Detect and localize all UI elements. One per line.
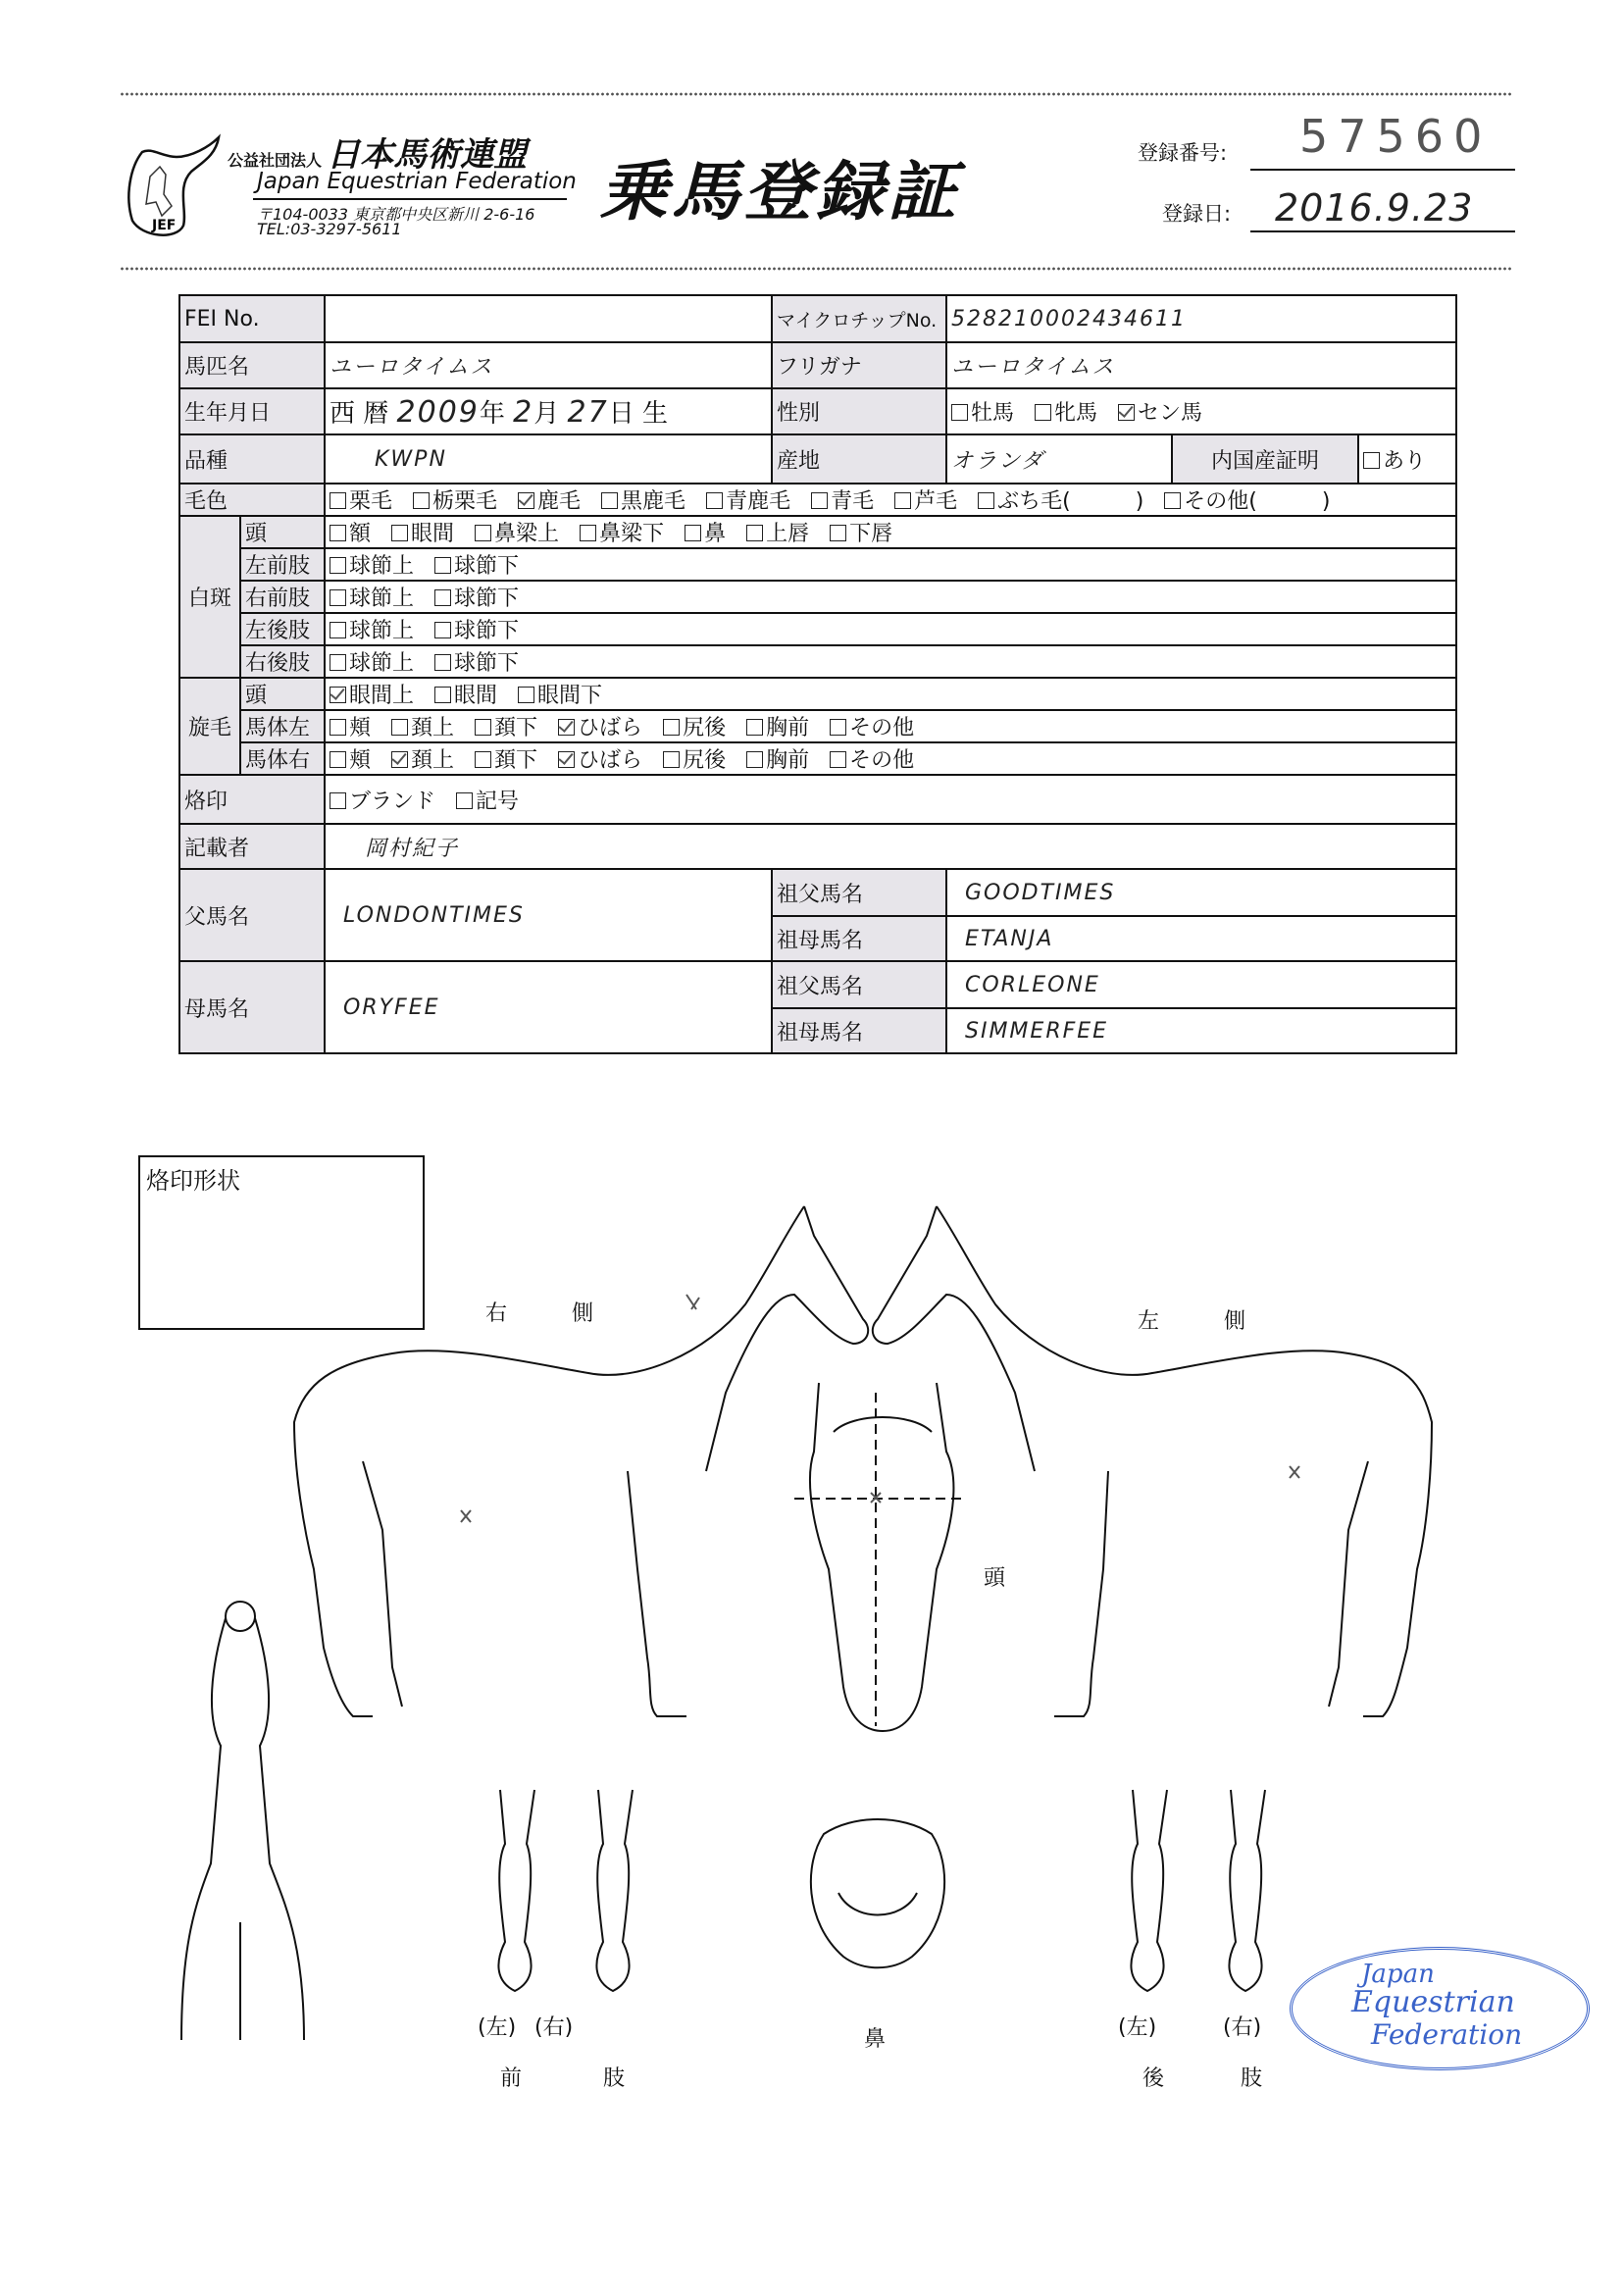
domestic-cert-label: 内国産証明	[1172, 434, 1358, 484]
white-mark-option[interactable]: 球節上	[330, 614, 414, 644]
left-side-label: 左 側	[1138, 1309, 1246, 1334]
sex-option-mare[interactable]: 牝馬	[1035, 396, 1097, 427]
right-side-label: 右 側	[485, 1301, 594, 1326]
whorls-label: 旋毛	[179, 678, 240, 775]
breed-label: 品種	[179, 434, 325, 484]
coat-option[interactable]: 鹿毛	[518, 484, 581, 515]
svg-text:JEF: JEF	[152, 218, 177, 233]
birth-day: 27	[567, 395, 609, 430]
whorl-option[interactable]: 頚下	[475, 743, 537, 774]
white-marks-row-label: 頭	[240, 516, 325, 548]
domestic-cert-option[interactable]: あり	[1358, 434, 1456, 484]
whorl-option[interactable]: 尻後	[663, 711, 726, 741]
white-marks-row-label: 左前肢	[240, 548, 325, 581]
whorl-option[interactable]: 胸前	[746, 711, 809, 741]
horse-head-front-icon	[794, 1383, 961, 1731]
whorl-option[interactable]: 頬	[330, 711, 371, 741]
dam-granddam-value[interactable]: SIMMERFEE	[946, 1008, 1456, 1053]
granddam-label: 祖母馬名	[772, 1008, 946, 1053]
whorl-option[interactable]: 頚上	[391, 711, 454, 741]
whorl-option[interactable]: その他	[830, 711, 914, 741]
brand-option[interactable]: ブランド	[330, 785, 435, 815]
brand-shape-label: 烙印形状	[146, 1167, 240, 1195]
sex-option-gelding[interactable]: セン馬	[1118, 396, 1202, 427]
furigana-value[interactable]: ユーロタイムス	[946, 342, 1456, 388]
whorl-option[interactable]: 頬	[330, 743, 371, 774]
whorls-row-label: 馬体右	[240, 742, 325, 775]
fore-right-label: (右)	[534, 2015, 574, 2040]
white-mark-option[interactable]: 上唇	[746, 517, 809, 547]
whorl-option[interactable]: ひばら	[558, 743, 642, 774]
stamp-line-2: Equestrian	[1351, 1985, 1515, 2019]
stamp-line-3: Federation	[1371, 2018, 1523, 2051]
furigana-label: フリガナ	[772, 342, 946, 388]
org-prefix: 公益社団法人	[228, 151, 323, 170]
birth-year: 2009	[396, 395, 480, 430]
whorl-option[interactable]: 頚上	[391, 743, 454, 774]
coat-option[interactable]: 青鹿毛	[706, 484, 790, 515]
reg-date-value: 2016.9.23	[1275, 186, 1474, 229]
birth-suffix: 生	[642, 399, 669, 429]
whorls-row-label: 頭	[240, 678, 325, 710]
grandsire-label: 祖父馬名	[772, 961, 946, 1008]
dam-value[interactable]: ORYFEE	[325, 961, 772, 1053]
hind-caption-1: 後	[1142, 2066, 1165, 2091]
jef-official-stamp	[1290, 1947, 1590, 2070]
horse-name-label: 馬匹名	[179, 342, 325, 388]
reg-no-label: 登録番号:	[1138, 141, 1228, 165]
white-marks-row-label: 左後肢	[240, 613, 325, 645]
sire-label: 父馬名	[179, 869, 325, 961]
grandsire-label: 祖父馬名	[772, 869, 946, 916]
head-label: 頭	[984, 1566, 1006, 1591]
coat-option[interactable]: 黒鹿毛	[601, 484, 685, 515]
hind-caption-2: 肢	[1241, 2066, 1263, 2091]
white-mark-option[interactable]: 球節上	[330, 549, 414, 580]
day-unit: 日	[608, 399, 634, 429]
white-mark-option[interactable]: 球節下	[434, 646, 519, 677]
coat-option[interactable]: 栃栗毛	[413, 484, 497, 515]
sire-granddam-value[interactable]: ETANJA	[946, 916, 1456, 961]
fore-caption-1: 前	[500, 2066, 523, 2091]
origin-label: 産地	[772, 434, 946, 484]
fei-no-label: FEI No.	[179, 295, 325, 342]
white-mark-option[interactable]: 球節下	[434, 614, 519, 644]
hind-legs-icon	[1131, 1790, 1265, 1991]
birthdate-label: 生年月日	[179, 388, 325, 434]
white-mark-option[interactable]: 球節上	[330, 646, 414, 677]
dam-grandsire-value[interactable]: CORLEONE	[946, 961, 1456, 1008]
org-name-ja: 日本馬術連盟	[327, 135, 528, 175]
coat-option[interactable]: 青毛	[811, 484, 874, 515]
coat-label: 毛色	[179, 484, 325, 516]
horse-name-value[interactable]: ユーロタイムス	[325, 342, 772, 388]
whorl-option[interactable]: 眼間上	[330, 679, 414, 709]
whorl-option[interactable]: その他	[830, 743, 914, 774]
whorls-row-label: 馬体左	[240, 710, 325, 742]
horse-rear-view-icon	[181, 1602, 304, 2040]
white-mark-option[interactable]: 球節下	[434, 582, 519, 612]
white-marks-row-label: 右前肢	[240, 581, 325, 613]
sex-label: 性別	[772, 388, 946, 434]
horse-left-side-icon	[873, 1206, 1432, 1716]
coat-option[interactable]: その他( )	[1164, 484, 1330, 515]
whorl-option[interactable]: 尻後	[663, 743, 726, 774]
reg-no-value: 57560	[1299, 110, 1493, 163]
whorl-option[interactable]: 眼間	[434, 679, 497, 709]
dam-label: 母馬名	[179, 961, 325, 1053]
recorder-label: 記載者	[179, 824, 325, 869]
horse-nose-icon	[811, 1819, 944, 1967]
hind-right-label: (右)	[1223, 2015, 1262, 2040]
whorl-option[interactable]: ひばら	[558, 711, 642, 741]
recorder-value[interactable]: 岡村紀子	[325, 824, 1456, 869]
reg-date-label: 登録日:	[1162, 202, 1232, 226]
white-marks-label: 白斑	[179, 516, 240, 678]
fore-caption-2: 肢	[603, 2066, 626, 2091]
hind-left-label: (左)	[1118, 2015, 1157, 2040]
sire-value[interactable]: LONDONTIMES	[325, 869, 772, 961]
origin-value[interactable]: オランダ	[946, 434, 1172, 484]
birth-month: 2	[513, 395, 534, 430]
org-name-en: Japan Equestrian Federation	[257, 169, 577, 194]
fore-legs-icon	[498, 1790, 633, 1991]
year-unit: 年	[479, 399, 505, 429]
breed-value[interactable]: KWPN	[325, 434, 772, 484]
era-label: 西 暦	[330, 399, 389, 429]
month-unit: 月	[533, 399, 560, 429]
white-mark-option[interactable]: 額	[330, 517, 371, 547]
coat-option[interactable]: 芦毛	[894, 484, 957, 515]
sire-grandsire-value[interactable]: GOODTIMES	[946, 869, 1456, 916]
coat-option[interactable]: 栗毛	[330, 484, 392, 515]
microchip-label: マイクロチップNo.	[772, 295, 946, 342]
sex-option-stallion[interactable]: 牡馬	[951, 396, 1014, 427]
stamp-line-1: Japan	[1361, 1960, 1435, 1989]
brand-label: 烙印	[179, 775, 325, 824]
brand-option[interactable]: 記号	[456, 785, 519, 815]
white-marks-row-label: 右後肢	[240, 645, 325, 678]
horse-right-side-icon	[294, 1206, 868, 1716]
white-mark-option[interactable]: 球節下	[434, 549, 519, 580]
white-mark-option[interactable]: 下唇	[830, 517, 892, 547]
granddam-label: 祖母馬名	[772, 916, 946, 961]
whorl-option[interactable]: 眼間下	[518, 679, 602, 709]
fore-left-label: (左)	[478, 2015, 517, 2040]
coat-option[interactable]: ぶち毛( )	[978, 484, 1143, 515]
microchip-value[interactable]: 528210002434611	[946, 295, 1456, 342]
document-title: 乗馬登録証	[599, 154, 960, 229]
white-mark-option[interactable]: 鼻梁下	[580, 517, 664, 547]
whorl-option[interactable]: 胸前	[746, 743, 809, 774]
white-mark-option[interactable]: 球節上	[330, 582, 414, 612]
white-mark-option[interactable]: 鼻	[685, 517, 726, 547]
white-mark-option[interactable]: 眼間	[391, 517, 454, 547]
nose-label: 鼻	[864, 2027, 887, 2052]
white-mark-option[interactable]: 鼻梁上	[475, 517, 559, 547]
org-tel: TEL:03-3297-5611	[257, 220, 402, 238]
whorl-option[interactable]: 頚下	[475, 711, 537, 741]
org-address: 〒104-0033 東京都中央区新川 2-6-16	[257, 205, 535, 224]
